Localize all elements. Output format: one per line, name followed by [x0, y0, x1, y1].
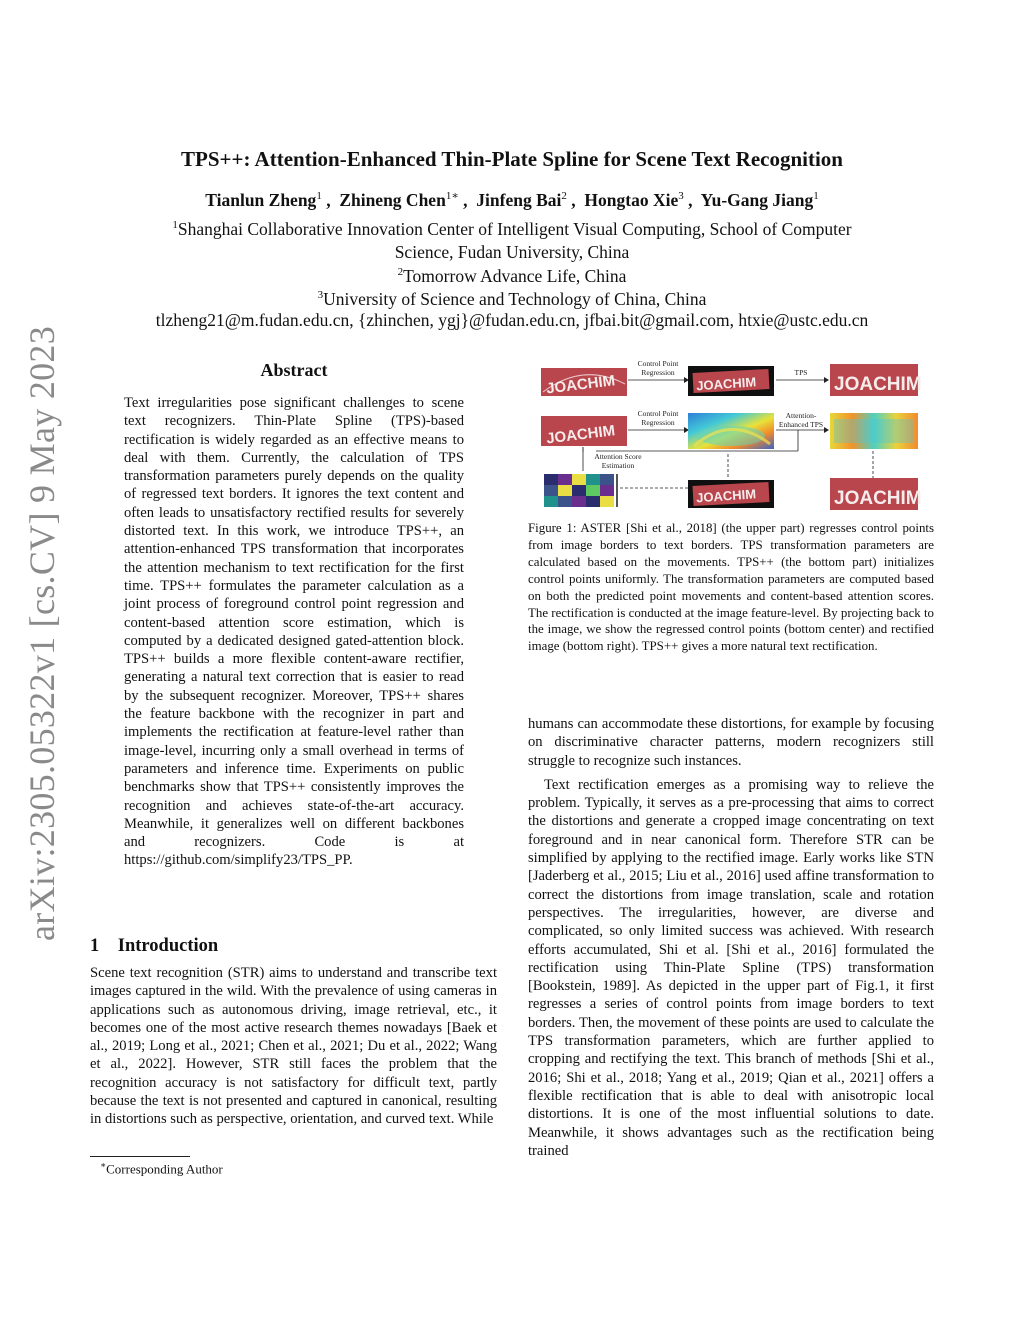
word-label: JOACHIM: [834, 488, 922, 509]
label-control-point-regression: Control Point: [637, 359, 679, 368]
author-sup: 3: [678, 190, 684, 202]
author: Tianlun Zheng: [205, 189, 317, 210]
abstract-heading: Abstract: [260, 360, 328, 380]
label-estimation: Estimation: [601, 461, 635, 470]
regressed-image-top: [688, 366, 774, 396]
label-tps: TPS: [794, 368, 808, 377]
arrow-head: [824, 427, 829, 433]
label-regression-2: Regression: [641, 418, 675, 427]
footnote: [100, 1160, 223, 1177]
abstract-text: Text irregularities pose significant challenges to scene text recognizers. Thin-Plate Spline (TPS)-based rectification is widely regarded as an effective means to deal with them. Currently, the calculation of TPS transformation parameters purely depends on the quality of regressed text borders. It ignores the text content and often leads to unsatisfactory rectified results for severely distorted text. In this work, we introduce TPS++, an attention-enhanced TPS transformation that incorporates the attention mechanism to text rectification for the first time. TPS++ formulates the parameter calculation as a joint process of foreground control point regression and content-based attention score estimation, which is computed by a dedicated designed gated-attention block. TPS++ builds a more flexible content-aware rectifier, generating a natural text correction that is easier to read by the subsequent recognizer. Moreover, TPS++ shares the feature backbone with the recognizer in part and implements the rectification at feature-level rather than image-level, incurring only a small overhead in terms of parameters and inference time. Experiments on public benchmarks show that TPS++ consistently improves the recognition and achieves state-of-the-art accuracy. Meanwhile, it generalizes well on different backbones and recognizers. Code is at https://github.com/simplify23/TPS_PP.: [124, 395, 464, 869]
aff-sup: 2: [397, 266, 404, 278]
author-list: Tianlun Zheng$^1$ , Zhineng Chen$^{1∗}$ , Jinfeng Bai$^2$ , Hongtao Xie$^3$ , Yu-Gang Jiang$^1$: [205, 189, 819, 210]
author-sup: 2: [561, 190, 567, 202]
footnote-divider: [90, 1156, 190, 1157]
intro-paragraph-1: [90, 964, 497, 1129]
rectified-image-bottom: [830, 478, 922, 510]
aff-text: Tomorrow Advance Life, China: [403, 265, 627, 286]
intro-paragraph-3: Text rectification emerges as a promising way to relieve the problem. Typically, it serves as a pre-processing that aims to correct the distortions and generate a cropped image concentrating on text foreground and in near canonical form. Therefore STR can be simplified by applying to the rectified image. Early works like STN [Jaderberg et al., 2015; Liu et al., 2016] used affine transformation to correct the distortions from image translation, scale and rotation perspectives. The irregularities, however, are diverse and complicated, so only limited success was achieved. With research efforts accumulated, Shi et al. [Shi et al., 2016] formulated the rectification using Thin-Plate Spline (TPS) transformation [Bookstein, 1989]. As depicted in the upper part of Fig.1, it first regresses a series of control points from image borders to text borders. Then, the movement of these points are used to calculate the TPS transformation parameters, which are further applied to cropping and rectifying the text. This branch of methods [Shi et al., 2016; Shi et al., 2018; Yang et al., 2019; Qian et al., 2021] offers a flexible rectification that is able to deal with anisotropic local distortions. It is one of the most influential solutions to date. Meanwhile, it shows advantages such as the rectification being trained: [528, 776, 934, 1159]
word-label: JOACHIM: [834, 374, 922, 395]
aff-text: Shanghai Collaborative Innovation Center of Intelligent Visual Computing, School of Computer: [177, 218, 852, 239]
label-regression: Regression: [641, 368, 675, 377]
paragraph-text: Scene text recognition (STR) aims to understand and transcribe text images captured in the wild. With the prevalence of using cameras in applications such as autonomous driving, image retrieval, etc., it becomes one of the most active research themes nowadays [Baek et al., 2019; Long et al., 2021; Chen et al., 2021; Du et al., 2022; Wang et al., 2022]. However, STR still faces the problem that the recognition accuracy is not satisfactory for difficult text, partly because the text is not presented and captured in canonical, resulting in distortions such as perspective, orientation, and curved text. While: [90, 965, 497, 1128]
feature-heatmap: [688, 413, 774, 449]
author: Zhineng Chen: [339, 189, 446, 210]
rectified-image-top: [830, 364, 922, 396]
aff-text: University of Science and Technology of China, China: [323, 288, 707, 309]
intro-right-column: [528, 715, 934, 1160]
affiliation-1: [0, 214, 1024, 264]
footnote-marker: ∗: [100, 1160, 107, 1170]
regressed-points-image-bottom: [688, 480, 774, 508]
aff-sup: 3: [317, 289, 324, 301]
footnote-text: Corresponding Author: [106, 1161, 223, 1177]
word-label: JOACHIM: [545, 422, 617, 448]
label-attention-enhanced: Attention-: [785, 411, 817, 420]
author-sup: 1: [316, 190, 322, 202]
label-enhanced-tps: Enhanced TPS: [778, 420, 824, 429]
attention-matrix: [544, 474, 618, 507]
label-control-point-regression-2: Control Point: [637, 409, 679, 418]
word-label: JOACHIM: [695, 486, 757, 506]
arrow-head: [824, 377, 829, 383]
author-emails: tlzheng21@m.fudan.edu.cn, {zhinchen, ygj}@fudan.edu.cn, jfbai.bit@gmail.com, htxie@ustc.edu.cn: [155, 310, 869, 330]
arxiv-stamp: arXiv:2305.05322v1 [cs.CV] 9 May 2023: [22, 325, 62, 941]
paper-title: TPS++: Attention-Enhanced Thin-Plate Spline for Scene Text Recognition: [181, 147, 843, 171]
affiliation-3: [0, 284, 1024, 311]
figure-1: [528, 356, 934, 516]
figure-1-caption: Figure 1: ASTER [Shi et al., 2018] (the upper part) regresses control points from image borders to text borders. TPS transformation parameters are calculated based on the movements. TPS++ (the bottom part) initializes control points uniformly. The transformation parameters are computed based on both the predicted point movements and content-based attention scores. The rectification is conducted at the image feature-level. By projecting back to the image, we show the regressed control points (bottom center) and rectified image (bottom right). TPS++ gives a more natural text rectification.: [528, 521, 934, 654]
author: Yu-Gang Jiang: [700, 189, 814, 210]
input-image-top: [541, 368, 627, 397]
input-image-bottom: [541, 416, 627, 447]
intro-paragraph-2: humans can accommodate these distortions, for example by focusing on discriminative character patterns, modern recognizers still struggle to recognize such instances.: [528, 716, 934, 769]
aff-sup: 1: [172, 219, 178, 231]
author: Hongtao Xie: [584, 189, 679, 210]
author-sup: 1∗: [445, 190, 459, 202]
word-label: JOACHIM: [545, 372, 617, 398]
word-label: JOACHIM: [695, 374, 757, 394]
author-sup: 1: [813, 190, 819, 202]
aff-text: Science, Fudan University, China: [394, 241, 630, 262]
section-heading-introduction: 1 Introduction: [90, 936, 219, 956]
rectified-heatmap: [830, 413, 918, 449]
label-attention-score: Attention Score: [594, 452, 642, 461]
author: Jinfeng Bai: [476, 189, 562, 210]
